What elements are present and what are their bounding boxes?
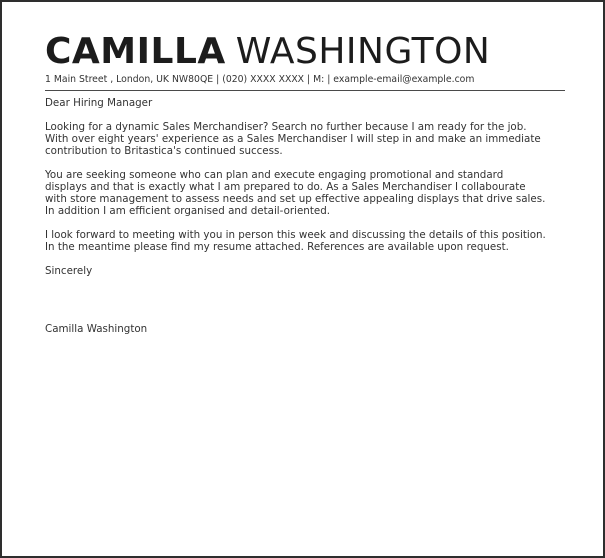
paragraph-line: With over eight years' experience as a Sales Merchandiser I will step in and make an immediate [45, 133, 541, 145]
closing: Sincerely [45, 265, 93, 277]
paragraph-line: I look forward to meeting with you in person this week and discussing the details of this position. [45, 229, 546, 241]
first-name: CAMILLA [45, 31, 226, 72]
applicant-name [45, 32, 575, 72]
signature-name: Camilla Washington [45, 323, 148, 335]
paragraph-2 [45, 169, 575, 217]
paragraph-line: In the meantime please find my resume attached. References are available upon request. [45, 241, 509, 253]
paragraph-3 [45, 229, 575, 253]
last-name: WASHINGTON [235, 31, 491, 72]
paragraph-line: You are seeking someone who can plan and execute engaging promotional and standard [45, 169, 504, 181]
paragraph-line: contribution to Britastica's continued success. [45, 145, 283, 157]
salutation: Dear Hiring Manager [45, 97, 153, 109]
paragraph-line: Looking for a dynamic Sales Merchandiser? Search no further because I am ready for the job. [45, 121, 527, 133]
paragraph-1 [45, 121, 575, 157]
header-divider [45, 90, 565, 91]
contact-line: 1 Main Street , London, UK NW80QE | (020) XXXX XXXX | M: | example-email@example.com [45, 74, 475, 85]
paragraph-line: displays and that is exactly what I am prepared to do. As a Sales Merchandiser I collabourate [45, 181, 526, 193]
paragraph-line: with store management to assess needs and set up effective appealing displays that drive sales. [45, 193, 546, 205]
paragraph-line: In addition I am efficient organised and detail-oriented. [45, 205, 331, 217]
letter-content [45, 32, 575, 335]
